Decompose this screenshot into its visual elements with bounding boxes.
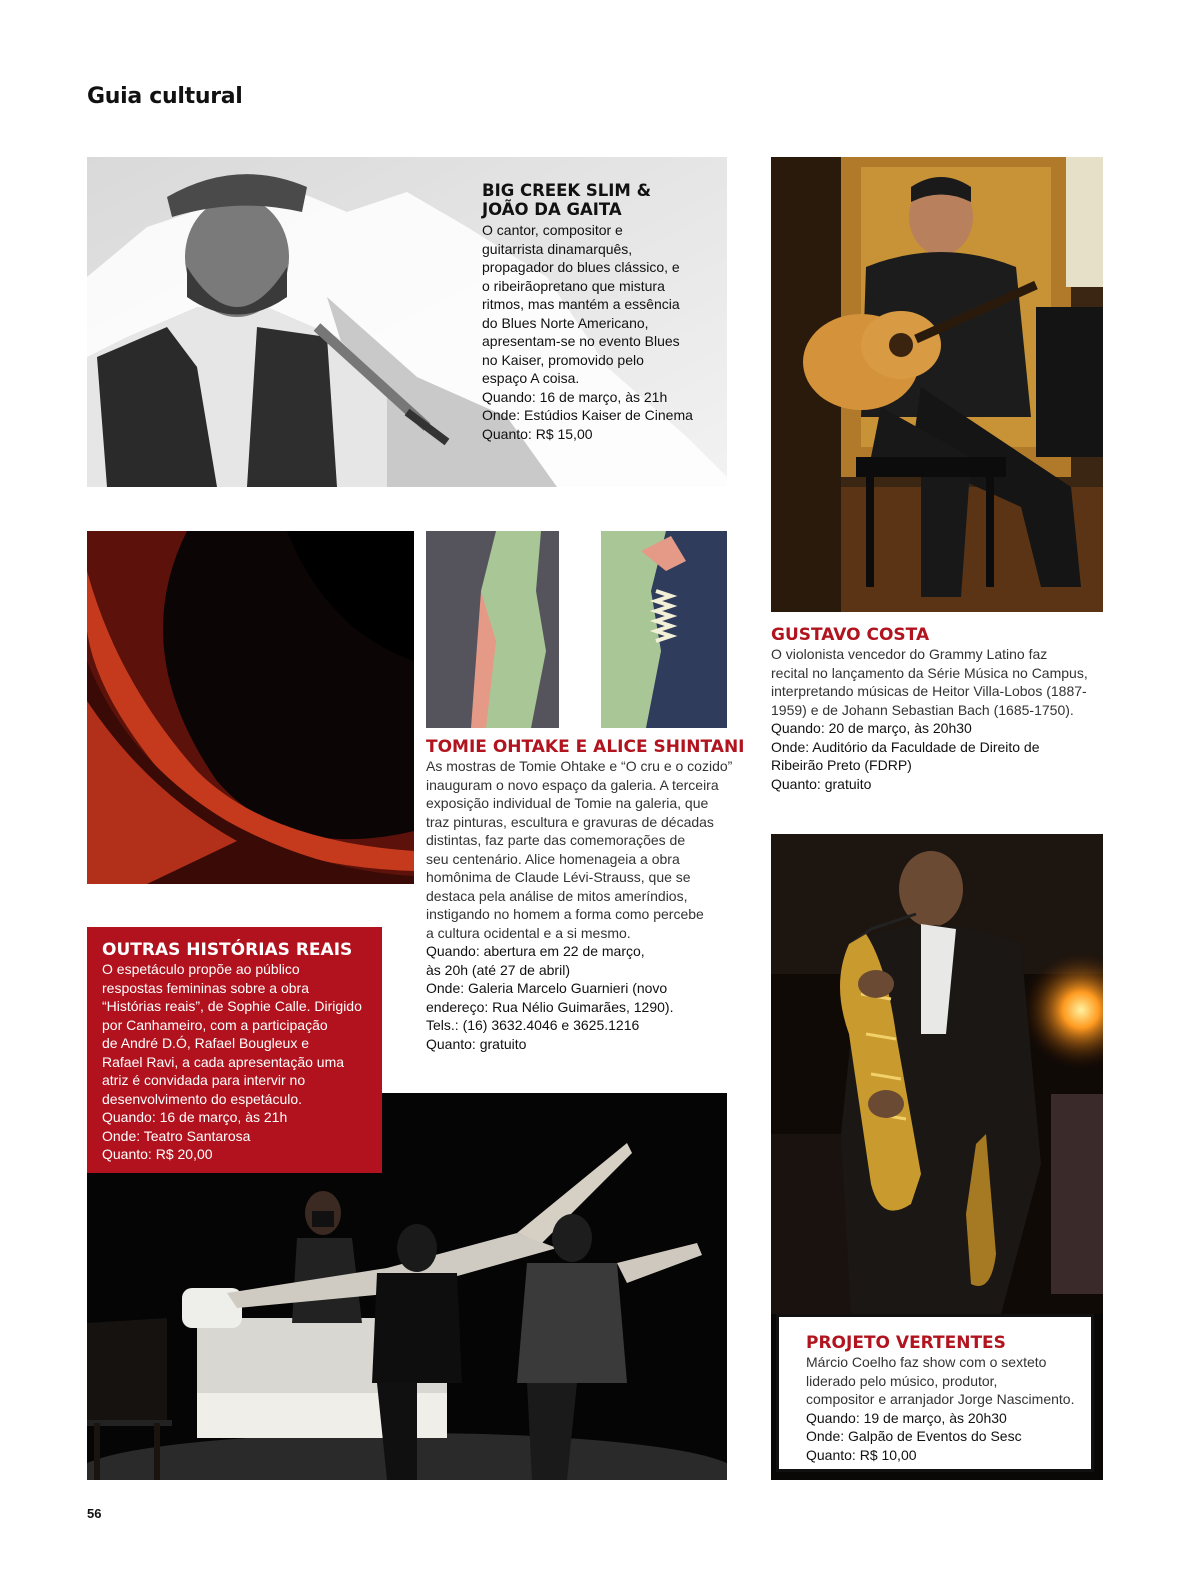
body-line: inauguram o novo espaço da galeria. A terceira: [426, 776, 719, 793]
body-line: desenvolvimento do espetáculo.: [102, 1090, 303, 1107]
info-line: endereço: Rua Nélio Guimarães, 1290).: [426, 998, 674, 1015]
body-line: compositor e arranjador Jorge Nascimento.: [806, 1391, 1075, 1407]
body-line: ritmos, mas mantém a essência: [482, 296, 680, 312]
body-line: O violonista vencedor do Grammy Latino faz: [771, 646, 1048, 662]
body-line: Márcio Coelho faz show com o sexteto: [806, 1354, 1047, 1370]
info-line: às 20h (até 27 de abril): [426, 961, 570, 978]
photo-red-abstract: [87, 531, 414, 884]
info-line: Quanto: R$ 15,00: [482, 425, 593, 442]
body-line: espaço A coisa.: [482, 370, 580, 386]
tomie-title: TOMIE OHTAKE E ALICE SHINTANI: [426, 737, 745, 757]
photo-tomie-art: [426, 531, 727, 728]
body-line: As mostras de Tomie Ohtake e “O cru e o cozido”: [426, 758, 733, 774]
body-line: propagador do blues clássico, e: [482, 259, 680, 275]
body-line: seu centenário. Alice homenageia a obra: [426, 850, 680, 867]
vertentes-title: PROJETO VERTENTES: [806, 1333, 1006, 1353]
info-line: Onde: Auditório da Faculdade de Direito de: [771, 738, 1040, 755]
info-line: Onde: Galeria Marcelo Guarnieri (novo: [426, 980, 668, 996]
photo-gustavo-costa: [771, 157, 1103, 612]
title-line: BIG CREEK SLIM &: [482, 181, 651, 200]
body-line: a cultura ocidental e a si mesmo.: [426, 924, 631, 941]
body-line: o ribeirãopretano que mistura: [482, 277, 665, 294]
tomie-block: [426, 737, 745, 1053]
section-title: Guia cultural: [87, 84, 243, 109]
big-creek-body: [482, 221, 722, 443]
body-line: respostas femininas sobre a obra: [102, 979, 309, 996]
body-line: Rafael Ravi, a cada apresentação uma: [102, 1053, 345, 1070]
body-line: “Histórias reais”, de Sophie Calle. Dirigido: [102, 998, 362, 1014]
info-line: Onde: Galpão de Eventos do Sesc: [806, 1428, 1022, 1444]
title-line: JOÃO DA GAITA: [482, 200, 622, 219]
body-line: apresentam-se no evento Blues: [482, 333, 680, 349]
page-number: 56: [87, 1506, 102, 1521]
info-line: Quanto: gratuito: [771, 775, 872, 792]
info-line: Onde: Estúdios Kaiser de Cinema: [482, 407, 693, 423]
body-line: traz pinturas, escultura e gravuras de décadas: [426, 813, 714, 830]
info-line: Onde: Teatro Santarosa: [102, 1127, 251, 1144]
info-line: Quanto: R$ 10,00: [806, 1446, 917, 1463]
body-line: interpretando músicas de Heitor Villa-Lobos (1887-: [771, 683, 1087, 699]
body-line: liderado pelo músico, produtor,: [806, 1372, 998, 1389]
body-line: O espetáculo propõe ao público: [102, 961, 300, 977]
info-line: Quando: 16 de março, às 21h: [482, 388, 668, 405]
body-line: no Kaiser, promovido pelo: [482, 351, 644, 368]
vertentes-box: [776, 1314, 1094, 1472]
body-line: atriz é convidada para intervir no: [102, 1072, 306, 1088]
body-line: 1959) e de Johann Sebastian Bach (1685-1750).: [771, 701, 1074, 718]
body-line: de André D.Ó, Rafael Bougleux e: [102, 1035, 310, 1051]
body-line: exposição individual de Tomie na galeria, que: [426, 795, 709, 811]
body-line: instigando no homem a forma como percebe: [426, 906, 704, 922]
body-line: homônima de Claude Lévi-Strauss, que se: [426, 869, 691, 885]
info-line: Quanto: gratuito: [426, 1035, 527, 1052]
body-line: O cantor, compositor e: [482, 222, 623, 238]
body-line: distintas, faz parte das comemorações de: [426, 832, 686, 848]
info-line: Quando: 20 de março, às 20h30: [771, 720, 972, 736]
body-line: do Blues Norte Americano,: [482, 314, 649, 331]
body-line: recital no lançamento da Série Música no Campus,: [771, 664, 1088, 681]
big-creek-title: [482, 181, 722, 219]
gustavo-title: GUSTAVO COSTA: [771, 625, 930, 645]
body-line: destaca pela análise de mitos ameríndios,: [426, 887, 688, 904]
outras-title: OUTRAS HISTÓRIAS REAIS: [102, 940, 353, 960]
gustavo-block: [771, 626, 1111, 793]
info-line: Quando: 19 de março, às 20h30: [806, 1409, 1007, 1426]
info-line: Quando: abertura em 22 de março,: [426, 943, 645, 959]
info-line: Tels.: (16) 3632.4046 e 3625.1216: [426, 1017, 640, 1033]
body-line: por Canhameiro, com a participação: [102, 1016, 328, 1033]
info-line: Ribeirão Preto (FDRP): [771, 757, 912, 773]
outras-box: [87, 927, 382, 1173]
info-line: Quanto: R$ 20,00: [102, 1146, 213, 1162]
info-line: Quando: 16 de março, às 21h: [102, 1109, 288, 1125]
body-line: guitarrista dinamarquês,: [482, 240, 633, 257]
